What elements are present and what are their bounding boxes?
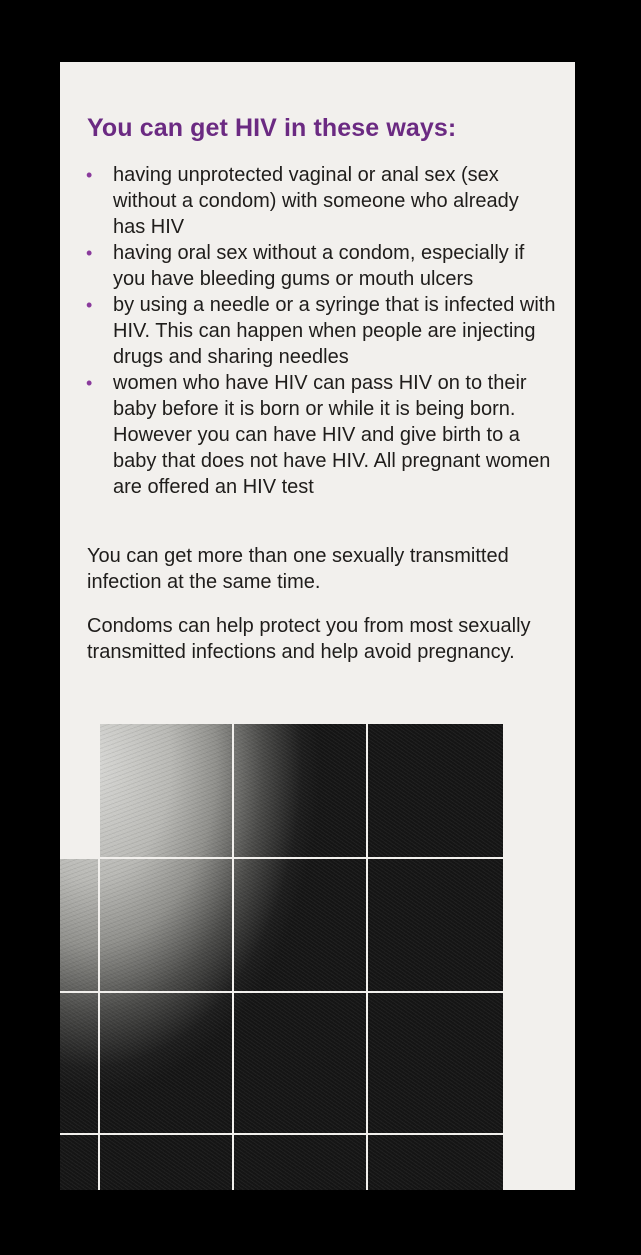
transmission-list xyxy=(86,162,556,500)
list-item xyxy=(86,370,556,500)
bullet-dot-icon: • xyxy=(86,295,93,315)
photo-tile xyxy=(100,859,232,991)
list-item-text: having unprotected vaginal or anal sex (sex without a condom) with someone who already has HIV xyxy=(113,164,519,238)
photo-tile xyxy=(100,724,232,857)
skin-photo-grid xyxy=(60,724,503,1190)
photo-tile xyxy=(234,859,366,991)
list-item-text: having oral sex without a condom, especially if you have bleeding gums or mouth ulcers xyxy=(113,242,525,290)
page-heading: You can get HIV in these ways: xyxy=(87,114,457,142)
paragraph-condoms: Condoms can help protect you from most sexually transmitted infections and help avoid pregnancy. xyxy=(87,615,531,663)
list-item-text: by using a needle or a syringe that is infected with HIV. This can happen when people are injecting drugs and sharing needles xyxy=(113,294,556,368)
bullet-dot-icon: • xyxy=(86,373,93,393)
photo-tile xyxy=(100,993,232,1133)
leaflet-page xyxy=(60,62,575,1190)
list-item xyxy=(86,240,556,292)
photo-tile xyxy=(234,1135,366,1190)
photo-tile xyxy=(100,1135,232,1190)
list-item-text: women who have HIV can pass HIV on to their baby before it is born or while it is being born. However you can have HIV and give birth to a baby that does not have HIV. All pregnant women are offered an HIV test xyxy=(113,372,551,498)
photo-tile xyxy=(368,724,503,857)
paragraph-multiple-infections: You can get more than one sexually transmitted infection at the same time. xyxy=(87,545,509,593)
photo-tile xyxy=(368,859,503,991)
photo-tile xyxy=(60,1135,98,1190)
photo-tile xyxy=(234,993,366,1133)
photo-tile xyxy=(234,724,366,857)
list-item xyxy=(86,162,556,240)
photo-tile xyxy=(60,993,98,1133)
list-item xyxy=(86,292,556,370)
bullet-dot-icon: • xyxy=(86,165,93,185)
photo-tile xyxy=(60,859,98,991)
photo-tile xyxy=(368,1135,503,1190)
bullet-dot-icon: • xyxy=(86,243,93,263)
photo-tile xyxy=(368,993,503,1133)
